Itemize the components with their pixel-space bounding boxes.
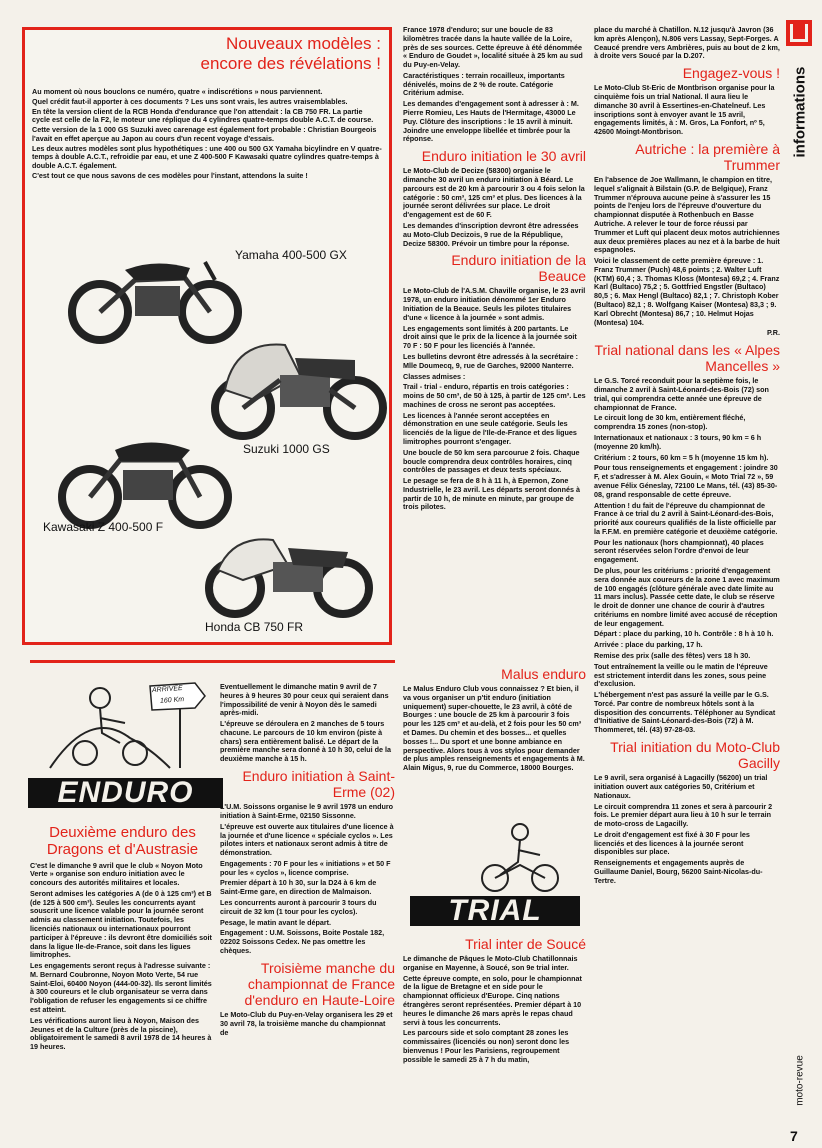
- box-paragraph: Les deux autres modèles sont plus hypothétiques : une 400 ou 500 GX Yamaha bicylindre en V quatre-temps à double A.C.T., refroidie par eau, et une Z 400-500 F Kawasaki quatre cylindres quatre-temps à double A.C.T. également.: [32, 143, 382, 171]
- article-paragraph: Seront admises les catégories A (de 0 à 125 cm³) et B (de 125 à 500 cm³). Seules les concurrents ayant souscrit une licence valable pour la journée seront admis au classement initiation. Toutefois, les licenciés nationaux ou internationaux pourront participer à l'épreuve : ils devront être domiciliés soit dans la ligue Ile-de-France, soit dans les ligues limitrophes.: [30, 888, 212, 960]
- honda-label: Honda CB 750 FR: [205, 620, 304, 634]
- article-paragraph: Les concurrents auront à parcourir 3 tours du circuit de 32 km (1 tour pour les cyclos).: [220, 898, 377, 916]
- article-paragraph: place du marché à Chatillon. N.12 jusqu'à Javron (36 km après Alençon), N.806 vers Lassay, Sept-Forges. A Ceaucé prendre vers Ambrières, puis au bout de 2 km, à droite vers Soucé par la D.207.: [594, 26, 780, 61]
- article-paragraph: Le circuit long de 30 km, entièrement fléché, comprendra 15 zones (non-stop).: [594, 413, 746, 432]
- article-paragraph: L'épreuve se déroulera en 2 manches de 5 tours chacune. Le parcours de 10 km environ (piste à chars) sera entièrement balisé. Le départ de la première manche sera donné à 10 h 30, celui de la deuxième manche à 15 h.: [220, 719, 391, 764]
- article-paragraph: Le droit d'engagement est fixé à 30 F pour les licenciés et des licences à la journée seront disponibles sur place.: [594, 829, 750, 857]
- article-paragraph: L'U.M. Soissons organise le 9 avril 1978 un enduro initiation à Saint-Erme, 02150 Sissonne.: [220, 802, 394, 820]
- box-paragraph: C'est tout ce que nous savons de ces modèles pour l'instant, attendons la suite !: [32, 171, 308, 181]
- article-paragraph: Pour tous renseignements et engagement : joindre 30 F, et s'adresser à M. Alex Gouin, « Moto Trial 72 », 59 avenue Félix Géneslay, 72100 Le Mans, tél. (43) 85-30-08, grand responsable de cette épreuve.: [594, 463, 778, 499]
- article-heading-beauce: Enduro initiation de la Beauce: [451, 252, 586, 285]
- section-label: informations: [791, 66, 809, 158]
- article-paragraph: Internationaux et nationaux : 3 tours, 90 km = 6 h (moyenne 20 km/h).: [594, 433, 762, 451]
- new-models-box: [22, 27, 392, 645]
- kawasaki-motorcycle-photo: [55, 415, 235, 535]
- article-column-middle-lower: [220, 683, 395, 1145]
- article-paragraph: Pesage, le matin avant le départ.: [220, 917, 332, 927]
- article-heading-alpes-mancelles: Trial national dans les « Alpes Mancelles »: [594, 342, 780, 375]
- article-paragraph: Les vérifications auront lieu à Noyon, Maison des Jeunes et de la Culture (près de la piscine), obligatoirement le samedi 8 avril 1978 de 14 heures à 19 heures.: [30, 1015, 212, 1052]
- article-paragraph: Les demandes d'inscription devront être adressées au Moto-Club Decizois, 9 rue de la République, Decize 58300. Prévoir un timbre pour la réponse.: [403, 220, 579, 248]
- article-paragraph: C'est le dimanche 9 avril que le club « Noyon Moto Verte » organise son enduro initiation avec le concours des autorités militaires et locales.: [30, 860, 203, 888]
- article-paragraph: Les bulletins devront être adressés à la secrétaire : Mlle Doumecq, 9, rue de Garches, 92000 Nanterre.: [403, 351, 578, 370]
- article-paragraph: Le Moto-Club de Decize (58300) organise le dimanche 30 avril un enduro initiation à Béard. Le parcours est de 20 km à parcourir 3 ou 4 fois selon la catégorie : 50 cm³, 125 cm³ et plus. Des licences à la journée seront délivrées sur place. Le droit d'engagement est de 60 F.: [403, 166, 585, 220]
- article-paragraph: Caractéristiques : terrain rocailleux, importants dénivelés, moins de 2 % de route. Catégorie Critérium admise.: [403, 70, 565, 98]
- article-column-4: [594, 26, 780, 1145]
- article-paragraph: Une boucle de 50 km sera parcourue 2 fois. Chaque boucle comprendra deux contrôles horaires, cinq contrôles de passages et deux tests spéciaux.: [403, 447, 580, 475]
- article-paragraph: Attention ! du fait de l'épreuve du championnat de France à ce trial du 2 avril à Saint-Léonard-des-Bois, priorité aux coureurs qualifiés de la liste officielle par la F.F.M. en première catégorie et deuxième catégorie.: [594, 500, 778, 536]
- trial-rider-cartoon: [470, 820, 570, 895]
- logo-m-icon: [790, 24, 808, 42]
- article-paragraph: L'épreuve est ouverte aux titulaires d'une licence à la journée et d'une licence « spéciale cyclos ». Les pilotes inters et nationaux seront admis à titre de démonstration.: [220, 821, 394, 858]
- article-malus-enduro: [403, 662, 586, 812]
- article-paragraph: Le circuit comprendra 11 zones et sera à parcourir 2 fois. Le premier départ aura lieu à 10 h sur le terrain de moto-cross de Lagacilly.: [594, 801, 773, 829]
- article-paragraph: Les parcours side et solo comptant 28 zones les commissaires (licenciés ou non) seront donc les bienvenus ! Pour les Parisiens, regroupement possible le samedi 25 à 7 h du matin,: [403, 1028, 570, 1064]
- article-paragraph: Arrivée : place du parking, 17 h.: [594, 640, 703, 650]
- article-heading-gacilly: Trial initiation du Moto-Club Gacilly: [610, 739, 780, 772]
- trial-logo: TRIAL: [410, 896, 580, 926]
- box-title-line-1: Nouveaux modèles :: [226, 34, 381, 53]
- arrival-sign-distance: 160 Km: [159, 696, 185, 705]
- article-dragons-austrasie: [30, 820, 215, 1145]
- article-paragraph: Pour les nationaux (hors championnat), 40 places seront réservées selon l'ordre d'envoi de leur engagement.: [594, 537, 764, 565]
- article-paragraph: Le Malus Enduro Club vous connaissez ? Et bien, il va vous organiser un p'tit enduro (initiation uniquement) super-chouette, le 23 avril, à côté de Bourges : une boucle de 25 km à parcourir 3 fois pour les 125 cm³ et au-delà, et 2 fois pour les 50 cm³ et Dames. Du chemin et des bosses... et quelles bosses !... Du sport et une bonne ambiance en perspective. Alors tous à vos stylos pour demander de plus amples renseignements et engagements à M. Alain Migus, 9, rue du Commerce, 18000 Bourges.: [403, 684, 585, 773]
- article-paragraph: Eventuellement le dimanche matin 9 avril de 7 heures à 9 heures 30 pour ceux qui seraient dans l'impossibilité de venir à Noyon dès le samedi après-midi.: [220, 683, 389, 718]
- enduro-rider-cartoon: [30, 668, 210, 778]
- article-heading-haute-loire: Troisième manche du championnat de France d'enduro en Haute-Loire: [244, 959, 395, 1008]
- article-paragraph: Cette épreuve compte, en solo, pour le championnat de la ligue de Bretagne et en side pour le championnat officieux d'Europe. Cinq nations étrangères seront représentées. Premier départ à 10 heures le dimanche 26 mars après le repas chaud servi à tous les concurrents.: [403, 973, 582, 1027]
- article-paragraph: Le Moto-Club du Puy-en-Velay organisera les 29 et 30 avril 78, la troisième manche du championnat de: [220, 1010, 393, 1037]
- article-paragraph: Renseignements et engagements auprès de Guillaume Daniel, Bourg, 56200 Saint-Nicolas-du-Tertre.: [594, 858, 763, 885]
- enduro-logo: ENDURO: [28, 778, 223, 808]
- article-paragraph: Critérium : 2 tours, 60 km = 5 h (moyenne 15 km h).: [594, 452, 769, 462]
- article-heading-saint-erme: Enduro initiation à Saint-Erme (02): [242, 768, 395, 801]
- honda-motorcycle-photo: [203, 520, 378, 620]
- page-sidebar: [784, 20, 814, 1144]
- article-paragraph: Les demandes d'engagement sont à adresser à : M. Pierre Romieu, Les Hauts de l'Hermitage, 43000 Le Puy. Clôture des inscriptions : le 15 avril à minuit. Joindre une enveloppe libellée et timbrée pour la réponse.: [403, 99, 579, 144]
- article-paragraph: Le 9 avril, sera organisé à Lagacilly (56200) un trial initiation ouvert aux catégories 50, Critérium et Nationaux.: [594, 773, 768, 800]
- article-paragraph: Les engagements sont limités à 200 partants. Le droit ainsi que le prix de la licence à la journée soit 70 F : 50 F pour les licenciés à l'année.: [403, 323, 577, 351]
- article-paragraph: Voici le classement de cette première épreuve : 1. Franz Trummer (Puch) 48,6 points ; 2. Walter Luft (KTM) 60,4 ; 3. Thomas Kloss (Montesa) 69,2 ; 4. Franz Karl (Bultaco) 75,2 ; 5. Gottfried Engstler (Bultaco) 80,5 ; 6. Max Hengl (Bultaco) 82,1 ; 7. Christoph Kober (Bultaco) 82,1 ; 8. Wolfgang Kaiser (Montesa) 83,3 ; 9. Karl Obrecht (Montesa) 86,7 ; 10. Helmut Hojas (Montesa) 104.: [594, 256, 780, 327]
- article-paragraph: Premier départ à 10 h 30, sur la D24 à 6 km de Saint-Erme gare, en direction de Malmaison.: [220, 878, 377, 897]
- suzuki-label: Suzuki 1000 GS: [243, 442, 330, 456]
- article-paragraph: Engagement : U.M. Soissons, Boite Postale 182, 02202 Soissons Cedex. Ne pas omettre les chèques.: [220, 928, 385, 955]
- box-intro: [32, 88, 382, 182]
- article-paragraph: Le Moto-Club St-Eric de Montbrison organise pour la cinquième fois un trial National. Il aura lieu le dimanche 30 avril à Essertines-en-Chatelneuf. Les inscriptions sont à envoyer avant le 15 avril, engagements limités, à : M. Gros, La Fonfort, nº 5, 42600 Moingt-Montbrison.: [594, 83, 775, 137]
- yamaha-label: Yamaha 400-500 GX: [235, 248, 347, 262]
- article-heading-souce: Trial inter de Soucé: [465, 936, 586, 952]
- page-number: 7: [790, 1128, 798, 1144]
- article-heading-30-avril: Enduro initiation le 30 avril: [421, 148, 586, 165]
- kawasaki-label: Kawasaki Z 400-500 F: [43, 520, 164, 534]
- article-heading-malus: Malus enduro: [501, 666, 586, 682]
- article-paragraph: L'hébergement n'est pas assuré la veille par le G.S. Torcé. Par contre de nombreux hôtels sont à la disposition des concurrents. Téléphoner au Syndicat d'Initiative de Saint-Léonard-des-Bois (72) à M. Thommeret, tél. (43) 97-28-03.: [594, 690, 776, 735]
- arrival-sign-text: ARRIVÉE: [151, 684, 183, 695]
- article-paragraph: De plus, pour les critériums : priorité d'engagement sera donnée aux coureurs de la zone 1 avec maximum de 100 engagés (clôture générale avec date limite au 11 mars inclus). Passée cette date, le club se réserve le droit de donner une chance de courir à d'autres critériums en nombre limité avec accusé de réception de leur engagement.: [594, 565, 780, 628]
- article-paragraph: Les engagements seront reçus à l'adresse suivante : M. Bernard Coubronne, Noyon Moto Verte, 54 rue Saint-Eloi, 60400 Noyon (444-00-32). Ils seront limités à 300 coureurs et le club organisateur se verra dans l'obligation de refuser les engagements si ce chiffre est atteint.: [30, 961, 212, 1014]
- article-heading: Deuxième enduro des Dragons et d'Austrasie: [46, 824, 199, 859]
- magazine-name: moto-revue: [794, 1055, 806, 1106]
- author-signature: P.R.: [766, 328, 780, 338]
- box-paragraph: Quel crédit faut-il apporter à ces documents ? Les uns sont vrais, les autres vraisemblables.: [32, 96, 348, 106]
- box-title-line-2: encore des révélations !: [200, 53, 381, 73]
- article-column-3-upper: [403, 26, 586, 651]
- article-paragraph: Les licences à l'année seront acceptées en démonstration en une seule catégorie. Seuls les licenciés de la ligue de l'Ile-de-France et des ligues limitrophes pourront s'engager.: [403, 410, 577, 446]
- box-paragraph: Au moment où nous bouclons ce numéro, quatre « indiscrétions » nous parviennent.: [32, 87, 323, 96]
- article-paragraph: Le pesage se fera de 8 h à 11 h, à Epernon, Zone Industrielle, le 23 avril. Les départs seront donnés à partir de 10 h, de minute en minute, par groupe de trois pilotes.: [403, 476, 580, 512]
- article-paragraph: Tout entraînement la veille ou le matin de l'épreuve est strictement interdit dans les zones, sous peine d'exclusion.: [594, 661, 768, 689]
- article-heading-autriche: Autriche : la première à Trummer: [635, 140, 780, 173]
- article-paragraph: Le Moto-Club de l'A.S.M. Chaville organise, le 23 avril 1978, un enduro initiation dénommé 1er Enduro Initiation de la Beauce. Seuls les pilotes titulaires d'une « licence à la journée » sont admis.: [403, 286, 586, 322]
- box-title: [33, 34, 381, 73]
- article-paragraph: Le dimanche de Pâques le Moto-Club Chatillonnais organise en Mayenne, à Soucé, son 9e trial inter.: [403, 954, 578, 972]
- section-divider: [30, 660, 395, 663]
- article-paragraph: Remise des prix (salle des fêtes) vers 18 h 30.: [594, 651, 751, 660]
- article-paragraph: Départ : place du parking, 10 h. Contrôle : 8 h à 10 h.: [594, 629, 774, 639]
- article-paragraph: Engagements : 70 F pour les « initiations » et 50 F pour les « cyclos », licence comprise.: [220, 858, 391, 877]
- box-paragraph: Cette version de la 1 000 GS Suzuki avec carenage est également fort probable : Christian Bourgeois l'avait en effet aperçue au Japon au cours d'un recent voyage d'essais.: [32, 125, 377, 143]
- article-paragraph: En l'absence de Joe Wallmann, le champion en titre, lequel s'alignait à Bilstain (G.P. de Belgique), Franz Trummer n'éprouva aucune peine à s'assurer les 15 points de l'enjeu lors de l'épreuve d'ouverture du championnat disputée à Rothenbuch en Basse Autriche. A relever le tour de force réussi par Trummer et Luft qui placent deux motos autrichiennes aux deux premières places au nez et à la barbe de huit espagnoles.: [594, 175, 780, 255]
- article-trial-souce: [403, 932, 586, 1145]
- box-paragraph: En tête la version client de la RCB Honda d'endurance que l'on attendait : la CB 750 FR. La partie cycle est celle de la F2, le moteur une réplique du 4 cylindres quatre-temps double A.C.T. de course.: [32, 106, 374, 125]
- article-paragraph: Trail - trial - enduro, répartis en trois catégories : moins de 50 cm³, de 50 à 125, à partir de 125 cm³. Les machines de cross ne seront pas acceptées.: [403, 382, 586, 409]
- article-heading-engagez-vous: Engagez-vous !: [682, 65, 780, 82]
- article-paragraph: Le G.S. Torcé reconduit pour la septième fois, le dimanche 2 avril à Saint-Léonard-des-Bois (72) son trial, qui comprendra cette année une épreuve de championnat de France.: [594, 376, 769, 412]
- article-paragraph: France 1978 d'enduro; sur une boucle de 83 kilomètres tracée dans la haute vallée de la Loire, près de ses sources. Cette épreuve à été dénommée « Enduro de Goudet », localité située à 25 km au sud du Puy-en-Velay.: [403, 26, 583, 70]
- article-paragraph: Classes admises :: [403, 371, 466, 381]
